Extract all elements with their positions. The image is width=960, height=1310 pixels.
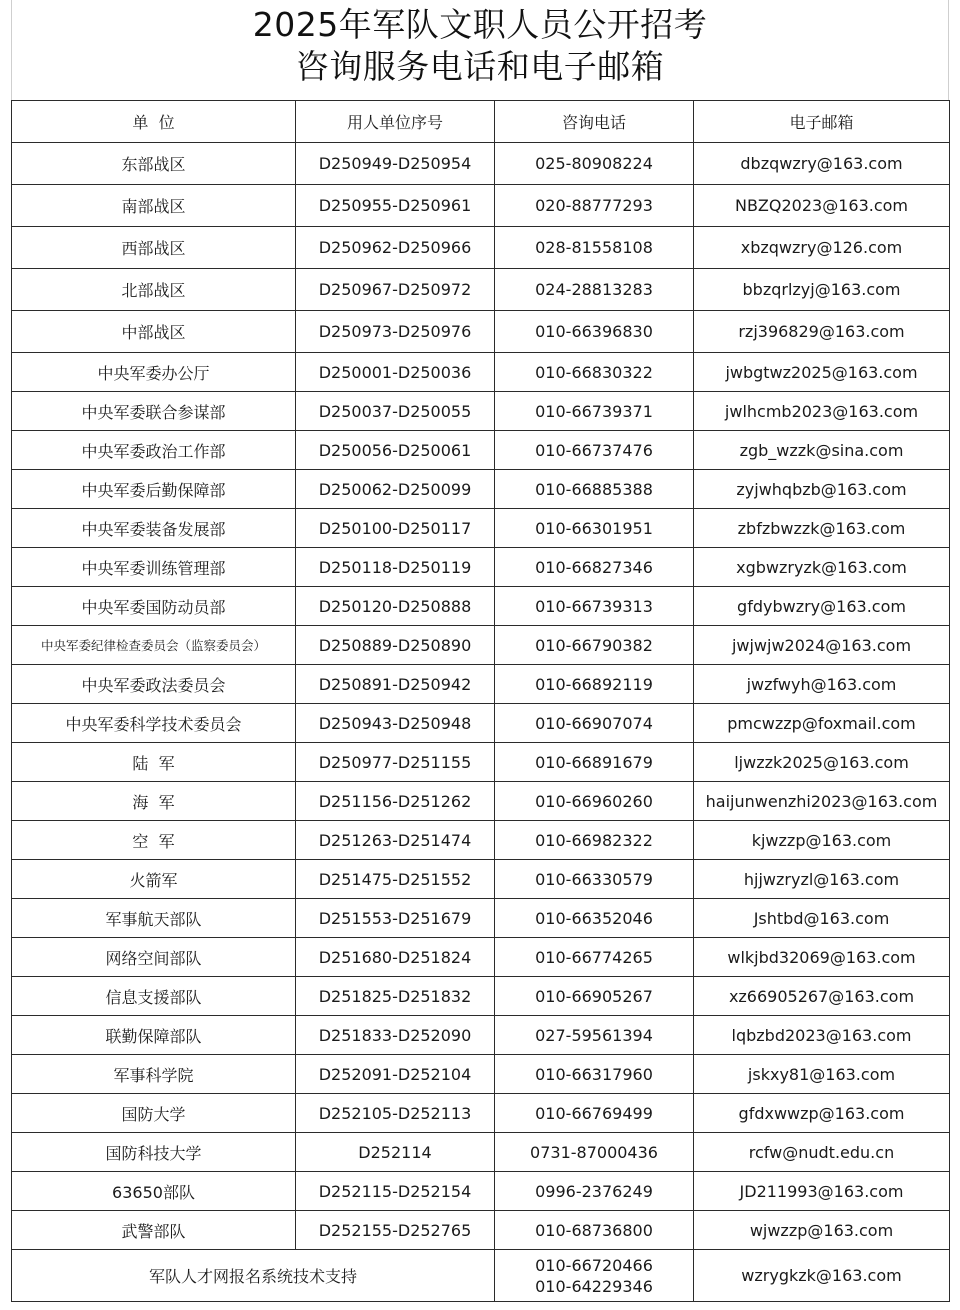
- table-row: [12, 392, 950, 431]
- serial-cell: D252115-D252154: [296, 1172, 495, 1211]
- serial-cell: D250891-D250942: [296, 665, 495, 704]
- table-row: [12, 899, 950, 938]
- table-row: [12, 938, 950, 977]
- email-cell: ljwzzk2025@163.com: [694, 743, 950, 782]
- unit-cell: 军事航天部队: [12, 899, 296, 938]
- email-cell: NBZQ2023@163.com: [694, 185, 950, 227]
- unit-cell: 中央军委科学技术委员会: [12, 704, 296, 743]
- unit-cell: 中央军委训练管理部: [12, 548, 296, 587]
- email-cell: bbzqrlzyj@163.com: [694, 269, 950, 311]
- email-cell: zgb_wzzk@sina.com: [694, 431, 950, 470]
- serial-cell: D250977-D251155: [296, 743, 495, 782]
- email-cell: zyjwhqbzb@163.com: [694, 470, 950, 509]
- table-row: [12, 665, 950, 704]
- phone-cell: 010-66769499: [495, 1094, 694, 1133]
- phone-cell: 010-66790382: [495, 626, 694, 665]
- serial-cell: D250889-D250890: [296, 626, 495, 665]
- phone-cell: [495, 1250, 694, 1302]
- phone-cell: 028-81558108: [495, 227, 694, 269]
- serial-cell: D250973-D250976: [296, 311, 495, 353]
- email-cell: rcfw@nudt.edu.cn: [694, 1133, 950, 1172]
- email-cell: rzj396829@163.com: [694, 311, 950, 353]
- email-cell: wlkjbd32069@163.com: [694, 938, 950, 977]
- email-cell: lqbzbd2023@163.com: [694, 1016, 950, 1055]
- phone-cell: 010-66301951: [495, 509, 694, 548]
- serial-cell: D250100-D250117: [296, 509, 495, 548]
- serial-cell: D250037-D250055: [296, 392, 495, 431]
- serial-cell: D252114: [296, 1133, 495, 1172]
- table-row: [12, 1016, 950, 1055]
- table-row: [12, 587, 950, 626]
- serial-cell: D250062-D250099: [296, 470, 495, 509]
- unit-cell: 网络空间部队: [12, 938, 296, 977]
- email-cell: jwjwjw2024@163.com: [694, 626, 950, 665]
- phone-cell: 010-66739313: [495, 587, 694, 626]
- serial-cell: D252155-D252765: [296, 1211, 495, 1250]
- unit-cell: 军队人才网报名系统技术支持: [12, 1250, 495, 1302]
- phone-line-1: 010-66720466: [535, 1255, 653, 1275]
- unit-cell: 中央军委国防动员部: [12, 587, 296, 626]
- phone-cell: 010-66352046: [495, 899, 694, 938]
- unit-cell: 国防科技大学: [12, 1133, 296, 1172]
- serial-cell: D250967-D250972: [296, 269, 495, 311]
- unit-cell: 火箭军: [12, 860, 296, 899]
- email-cell: wzrygkzk@163.com: [694, 1250, 950, 1302]
- header-phone: 咨询电话: [495, 101, 694, 143]
- email-cell: jwzfwyh@163.com: [694, 665, 950, 704]
- unit-cell: 中部战区: [12, 311, 296, 353]
- serial-cell: D250955-D250961: [296, 185, 495, 227]
- serial-cell: D251475-D251552: [296, 860, 495, 899]
- phone-cell: 010-66960260: [495, 782, 694, 821]
- serial-cell: D250120-D250888: [296, 587, 495, 626]
- phone-cell: 010-66737476: [495, 431, 694, 470]
- unit-cell: 陆 军: [12, 743, 296, 782]
- phone-cell: 010-66982322: [495, 821, 694, 860]
- document-title: [11, 4, 949, 88]
- serial-cell: D251825-D251832: [296, 977, 495, 1016]
- phone-cell: 024-28813283: [495, 269, 694, 311]
- serial-cell: D250949-D250954: [296, 143, 495, 185]
- unit-cell: 北部战区: [12, 269, 296, 311]
- phone-cell: 010-66330579: [495, 860, 694, 899]
- serial-cell: D251263-D251474: [296, 821, 495, 860]
- unit-cell: 中央军委联合参谋部: [12, 392, 296, 431]
- phone-cell: 010-66830322: [495, 353, 694, 392]
- table-row-tech-support: [12, 1250, 950, 1302]
- email-cell: kjwzzp@163.com: [694, 821, 950, 860]
- header-unit: 单 位: [12, 101, 296, 143]
- serial-cell: D250943-D250948: [296, 704, 495, 743]
- phone-cell: 020-88777293: [495, 185, 694, 227]
- table-row: [12, 704, 950, 743]
- phone-cell: 010-66774265: [495, 938, 694, 977]
- table-row: [12, 626, 950, 665]
- phone-cell: 010-66739371: [495, 392, 694, 431]
- serial-cell: D251553-D251679: [296, 899, 495, 938]
- serial-cell: D251833-D252090: [296, 1016, 495, 1055]
- title-line-2: 咨询服务电话和电子邮箱: [295, 47, 665, 86]
- table-row: [12, 269, 950, 311]
- email-cell: pmcwzzp@foxmail.com: [694, 704, 950, 743]
- unit-cell: 联勤保障部队: [12, 1016, 296, 1055]
- phone-cell: 010-68736800: [495, 1211, 694, 1250]
- unit-cell: 中央军委装备发展部: [12, 509, 296, 548]
- email-cell: dbzqwzry@163.com: [694, 143, 950, 185]
- serial-cell: D252105-D252113: [296, 1094, 495, 1133]
- email-cell: wjwzzp@163.com: [694, 1211, 950, 1250]
- email-cell: xgbwzryzk@163.com: [694, 548, 950, 587]
- contact-table: [11, 100, 950, 1302]
- table-row: [12, 1133, 950, 1172]
- table-row: [12, 185, 950, 227]
- table-row: [12, 143, 950, 185]
- unit-cell: 东部战区: [12, 143, 296, 185]
- unit-cell: 63650部队: [12, 1172, 296, 1211]
- unit-cell: 西部战区: [12, 227, 296, 269]
- phone-cell: 010-66827346: [495, 548, 694, 587]
- phone-line-2: 010-64229346: [535, 1276, 653, 1296]
- table-row: [12, 977, 950, 1016]
- email-cell: JD211993@163.com: [694, 1172, 950, 1211]
- unit-cell: 南部战区: [12, 185, 296, 227]
- email-cell: gfdxwwzp@163.com: [694, 1094, 950, 1133]
- unit-cell: 国防大学: [12, 1094, 296, 1133]
- serial-cell: D250962-D250966: [296, 227, 495, 269]
- phone-cell: 027-59561394: [495, 1016, 694, 1055]
- unit-cell: 武警部队: [12, 1211, 296, 1250]
- serial-cell: D251156-D251262: [296, 782, 495, 821]
- phone-cell: 010-66905267: [495, 977, 694, 1016]
- table-row: [12, 821, 950, 860]
- unit-cell: 海 军: [12, 782, 296, 821]
- table-row: [12, 743, 950, 782]
- table-row: [12, 1055, 950, 1094]
- email-cell: jwbgtwz2025@163.com: [694, 353, 950, 392]
- unit-cell: 中央军委政治工作部: [12, 431, 296, 470]
- table-row: [12, 1211, 950, 1250]
- unit-cell: 中央军委纪律检查委员会（监察委员会）: [12, 626, 296, 665]
- serial-cell: D250118-D250119: [296, 548, 495, 587]
- table-row: [12, 1172, 950, 1211]
- unit-cell: 信息支援部队: [12, 977, 296, 1016]
- table-row: [12, 353, 950, 392]
- unit-cell: 军事科学院: [12, 1055, 296, 1094]
- email-cell: xbzqwzry@126.com: [694, 227, 950, 269]
- unit-cell: 中央军委办公厅: [12, 353, 296, 392]
- unit-cell: 中央军委政法委员会: [12, 665, 296, 704]
- title-line-1: 2025年军队文职人员公开招考: [252, 5, 708, 44]
- table-header-row: [12, 101, 950, 143]
- email-cell: hjjwzryzl@163.com: [694, 860, 950, 899]
- email-cell: xz66905267@163.com: [694, 977, 950, 1016]
- serial-cell: D252091-D252104: [296, 1055, 495, 1094]
- phone-cell: 010-66396830: [495, 311, 694, 353]
- table-row: [12, 431, 950, 470]
- email-cell: gfdybwzry@163.com: [694, 587, 950, 626]
- email-cell: zbfzbwzzk@163.com: [694, 509, 950, 548]
- email-cell: jskxy81@163.com: [694, 1055, 950, 1094]
- serial-cell: D250001-D250036: [296, 353, 495, 392]
- unit-cell: 中央军委后勤保障部: [12, 470, 296, 509]
- phone-cell: 010-66317960: [495, 1055, 694, 1094]
- table-row: [12, 548, 950, 587]
- unit-cell: 空 军: [12, 821, 296, 860]
- phone-cell: 010-66885388: [495, 470, 694, 509]
- phone-cell: 010-66907074: [495, 704, 694, 743]
- header-serial: 用人单位序号: [296, 101, 495, 143]
- email-cell: Jshtbd@163.com: [694, 899, 950, 938]
- table-row: [12, 227, 950, 269]
- phone-cell: 010-66892119: [495, 665, 694, 704]
- email-cell: jwlhcmb2023@163.com: [694, 392, 950, 431]
- table-row: [12, 509, 950, 548]
- phone-cell: 010-66891679: [495, 743, 694, 782]
- serial-cell: D251680-D251824: [296, 938, 495, 977]
- table-row: [12, 1094, 950, 1133]
- phone-cell: 025-80908224: [495, 143, 694, 185]
- table-row: [12, 860, 950, 899]
- email-cell: haijunwenzhi2023@163.com: [694, 782, 950, 821]
- table-row: [12, 470, 950, 509]
- table-row: [12, 782, 950, 821]
- phone-cell: 0731-87000436: [495, 1133, 694, 1172]
- header-email: 电子邮箱: [694, 101, 950, 143]
- table-row: [12, 311, 950, 353]
- serial-cell: D250056-D250061: [296, 431, 495, 470]
- phone-cell: 0996-2376249: [495, 1172, 694, 1211]
